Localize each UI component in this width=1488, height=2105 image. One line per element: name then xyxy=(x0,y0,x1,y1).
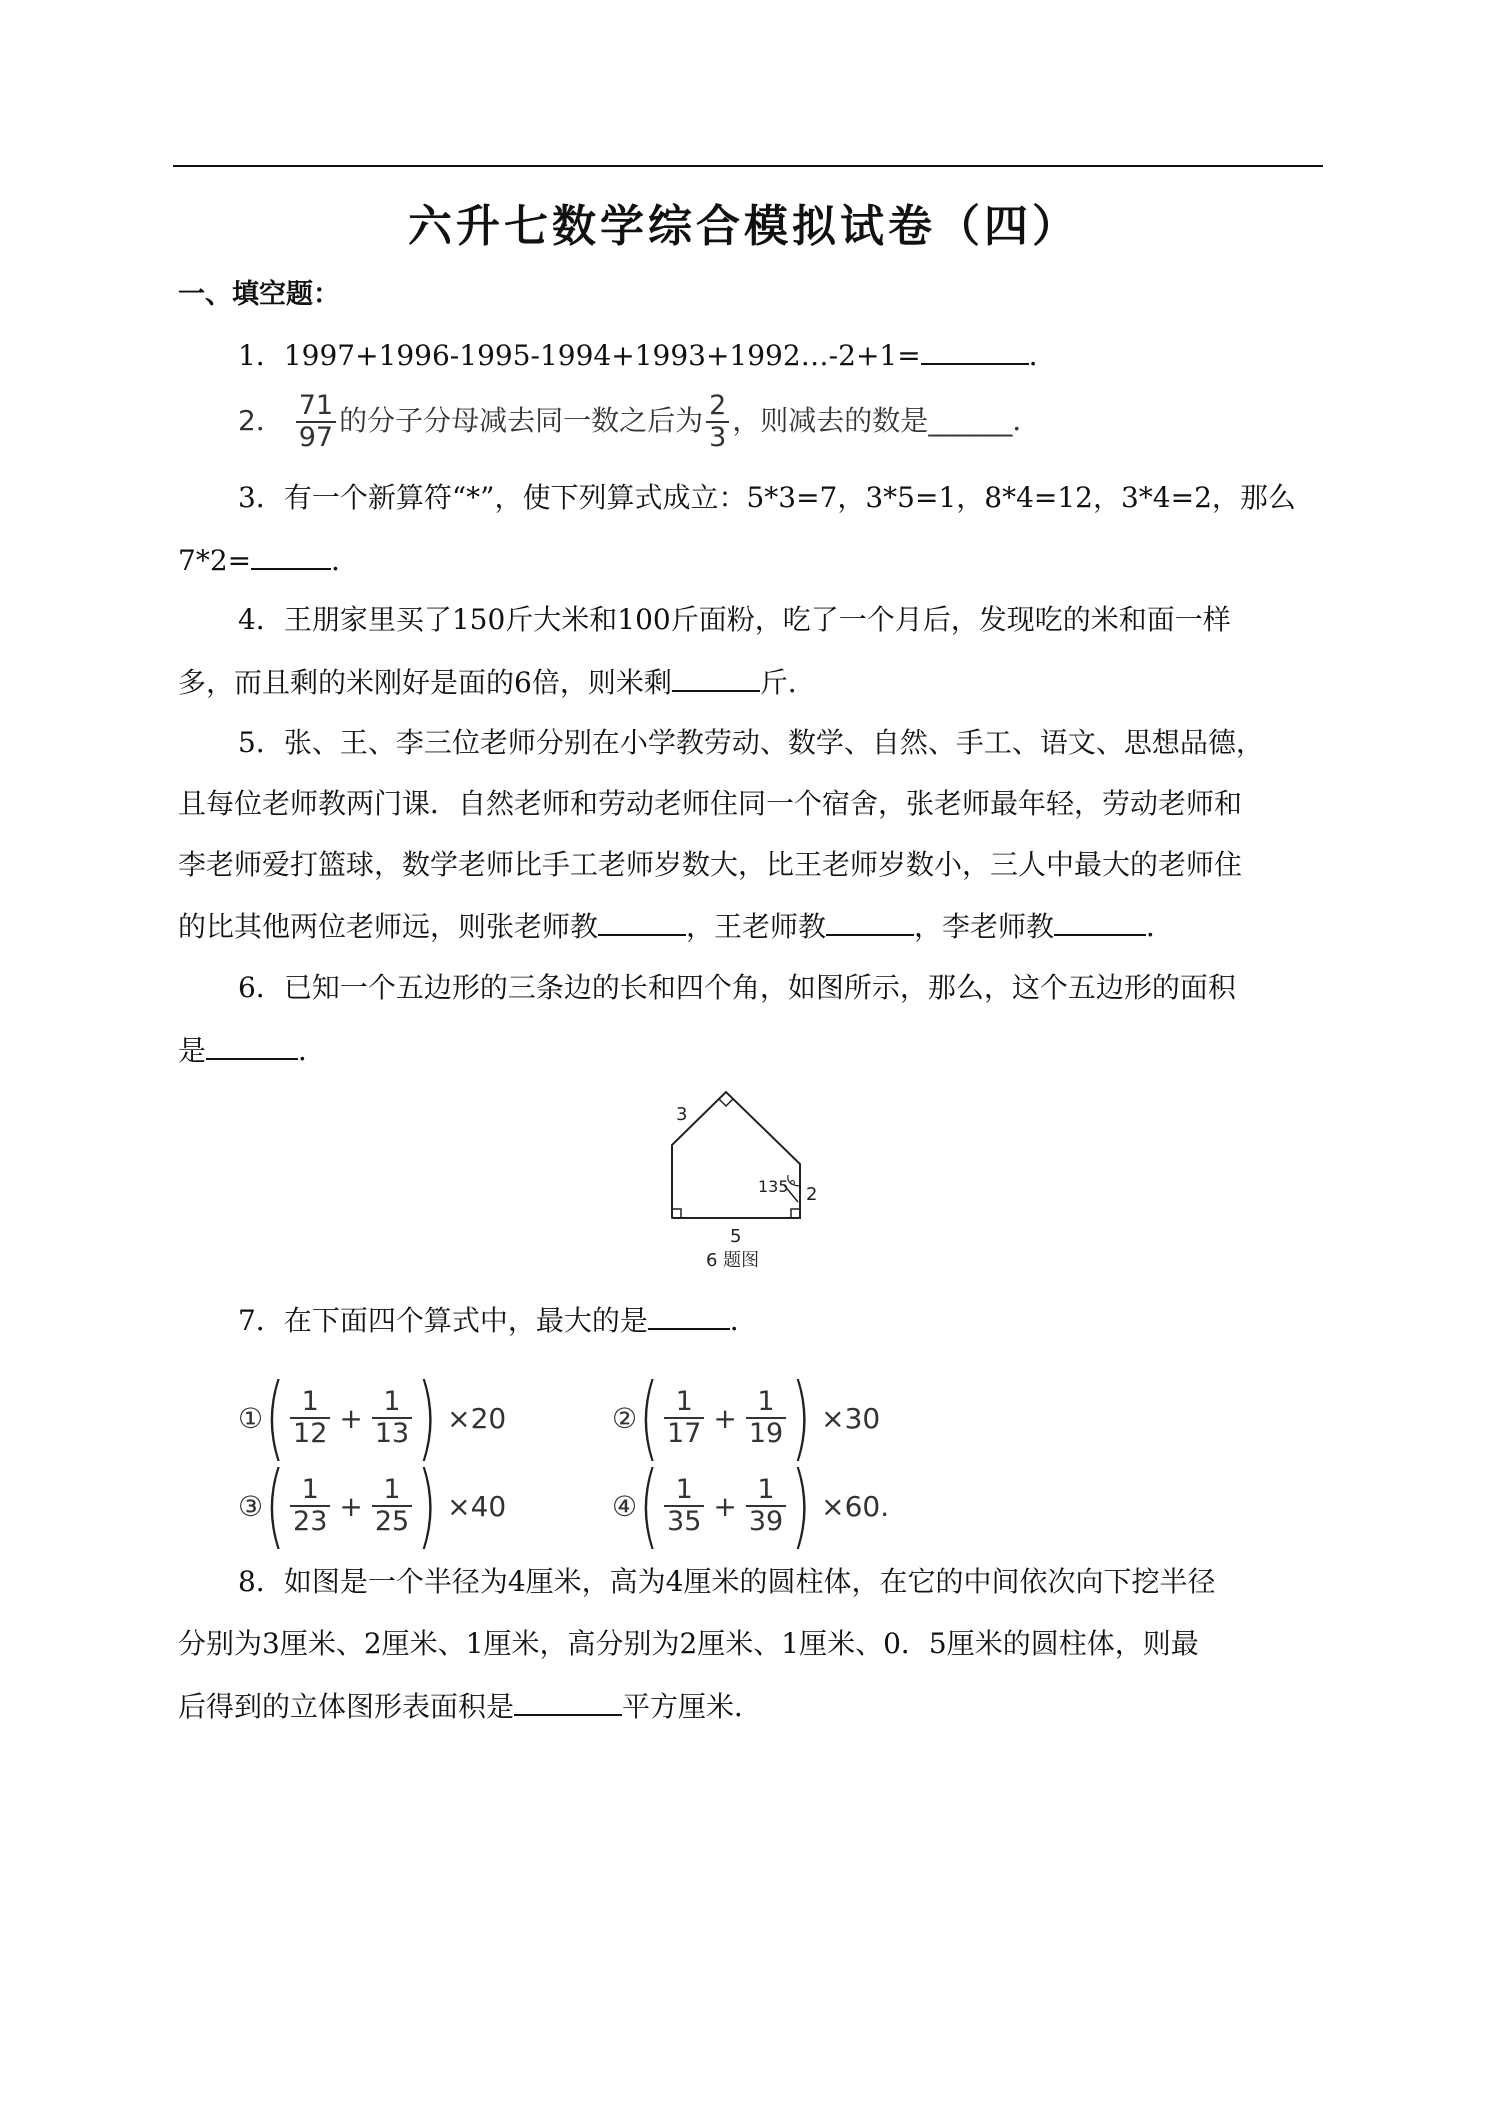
q5-answer-blank-li[interactable] xyxy=(1054,906,1146,936)
option-1-c: 1 xyxy=(383,1386,401,1417)
q6-end: ． xyxy=(298,1034,327,1067)
right-angle-mark xyxy=(719,1099,733,1106)
side-label-bottom: 5 xyxy=(730,1226,742,1247)
q6-answer-blank[interactable] xyxy=(206,1030,298,1060)
right-paren: ) xyxy=(791,1452,812,1559)
option-1-a: 1 xyxy=(301,1386,319,1417)
q2-answer-blank[interactable]: ______ xyxy=(928,404,1013,437)
times-sign: × xyxy=(821,1489,845,1523)
side-label-left: 3 xyxy=(676,1104,688,1125)
question-5-line-2: 且每位老师教两门课．自然老师和劳动老师住同一个宿舍，张老师最年轻，劳动老师和 xyxy=(178,787,1243,820)
question-5-line-1: 5．张、王、李三位老师分别在小学教劳动、数学、自然、手工、语文、思想品德， xyxy=(238,726,1264,759)
option-mark: ① xyxy=(238,1401,264,1435)
left-paren: ( xyxy=(265,1364,285,1471)
plus-sign: + xyxy=(339,1401,363,1435)
option-2-a: 1 xyxy=(675,1386,693,1417)
q1-end: ． xyxy=(1028,339,1057,372)
q7-end: ． xyxy=(729,1304,758,1337)
question-6-line-2 xyxy=(178,1030,326,1071)
q1-answer-blank[interactable] xyxy=(921,335,1029,365)
option-2-d: 19 xyxy=(748,1418,784,1449)
question-4-line-2 xyxy=(178,662,816,703)
option-2-multiplier: 30 xyxy=(844,1401,881,1435)
question-2 xyxy=(238,388,1040,454)
side-label-right: 2 xyxy=(806,1184,818,1205)
q3-end: ． xyxy=(331,544,360,577)
question-8-line-3 xyxy=(178,1686,762,1727)
left-paren: ( xyxy=(265,1452,285,1559)
times-sign: × xyxy=(447,1401,471,1435)
option-1 xyxy=(238,1364,507,1471)
q1-text: 1．1997+1996-1995-1994+1993+1992…-2+1= xyxy=(238,339,921,372)
q8-line3-text: 后得到的立体图形表面积是 xyxy=(178,1690,515,1723)
option-2-c: 1 xyxy=(757,1386,775,1417)
q2-number: 2． xyxy=(238,404,284,437)
q3-answer-blank[interactable] xyxy=(251,540,331,570)
plus-sign: + xyxy=(713,1401,737,1435)
q8-line3-end: 平方厘米． xyxy=(622,1690,763,1723)
question-5-line-4 xyxy=(178,906,1174,947)
q2-f1-denominator: 97 xyxy=(298,422,334,453)
option-mark: ② xyxy=(612,1401,638,1435)
option-4-d: 39 xyxy=(748,1506,784,1537)
q4-line2-text: 多，而且剩的米刚好是面的6倍，则米剩 xyxy=(178,666,672,699)
question-7 xyxy=(238,1300,758,1341)
question-8-line-1: 8．如图是一个半径为4厘米，高为4厘米的圆柱体，在它的中间依次向下挖半径 xyxy=(238,1565,1216,1598)
option-4-a: 1 xyxy=(675,1474,693,1505)
q5-answer-blank-zhang[interactable] xyxy=(598,906,686,936)
question-3-line-2 xyxy=(178,540,359,581)
q5-end: ． xyxy=(1146,910,1175,943)
question-3-line-1: 3．有一个新算符“*”，使下列算式成立：5*3=7，3*5=1，8*4=12，3*4=2，那么 xyxy=(238,481,1296,514)
q5-line4-text-c: ，李老师教 xyxy=(914,910,1055,943)
section-heading: 一、填空题： xyxy=(178,279,340,310)
question-6-line-1: 6．已知一个五边形的三条边的长和四个角，如图所示，那么，这个五边形的面积 xyxy=(238,971,1236,1004)
option-1-multiplier: 20 xyxy=(470,1401,507,1435)
q7-answer-blank[interactable] xyxy=(648,1300,730,1330)
right-angle-mark xyxy=(672,1209,681,1218)
figure-caption: 6 题图 xyxy=(706,1250,760,1271)
question-5-line-3: 李老师爱打篮球，数学老师比手工老师岁数大，比王老师岁数小，三人中最大的老师住 xyxy=(178,848,1243,881)
times-sign: × xyxy=(447,1489,471,1523)
question-4-line-1: 4．王朋家里买了150斤大米和100斤面粉，吃了一个月后，发现吃的米和面一样 xyxy=(238,603,1231,636)
question-1 xyxy=(238,335,1057,376)
q2-middle-text: 的分子分母减去同一数之后为 xyxy=(339,404,704,437)
top-rule xyxy=(173,165,1323,167)
plus-sign: + xyxy=(339,1489,363,1523)
left-paren: ( xyxy=(639,1452,659,1559)
left-paren: ( xyxy=(639,1364,659,1471)
q2-tail-text: ，则减去的数是 xyxy=(732,404,929,437)
q2-fraction-1 xyxy=(296,391,336,453)
pentagon-outline xyxy=(672,1092,800,1218)
times-sign: × xyxy=(821,1401,845,1435)
option-1-d: 13 xyxy=(374,1418,410,1449)
q7-text: 7．在下面四个算式中，最大的是 xyxy=(238,1304,648,1337)
option-3-multiplier: 40 xyxy=(470,1489,507,1523)
q5-answer-blank-wang[interactable] xyxy=(826,906,914,936)
q6-line2-text: 是 xyxy=(178,1034,207,1067)
question-8-line-2: 分别为3厘米、2厘米、1厘米，高分别为2厘米、1厘米、0．5厘米的圆柱体，则最 xyxy=(178,1627,1199,1660)
q2-fraction-2 xyxy=(706,391,729,453)
right-paren: ) xyxy=(417,1364,438,1471)
option-3-a: 1 xyxy=(301,1474,319,1505)
option-3-d: 25 xyxy=(374,1506,410,1537)
option-2 xyxy=(612,1364,881,1471)
right-angle-mark xyxy=(791,1209,800,1218)
q2-f1-numerator: 71 xyxy=(298,390,334,421)
right-paren: ) xyxy=(417,1452,438,1559)
q2-f2-numerator: 2 xyxy=(709,390,727,421)
angle-label: 135° xyxy=(758,1177,797,1196)
option-mark: ③ xyxy=(238,1489,264,1523)
option-4-c: 1 xyxy=(757,1474,775,1505)
q2-end: ． xyxy=(1012,404,1041,437)
q3-line2-text: 7*2= xyxy=(178,544,252,577)
option-3 xyxy=(238,1452,507,1559)
q2-f2-denominator: 3 xyxy=(709,422,727,453)
q8-answer-blank[interactable] xyxy=(514,1686,622,1716)
option-3-c: 1 xyxy=(383,1474,401,1505)
option-mark: ④ xyxy=(612,1489,638,1523)
option-4-b: 35 xyxy=(667,1506,702,1537)
plus-sign: + xyxy=(713,1489,737,1523)
option-2-b: 17 xyxy=(667,1418,702,1449)
pentagon-figure xyxy=(660,1080,840,1280)
option-3-b: 23 xyxy=(293,1506,328,1537)
right-paren: ) xyxy=(791,1364,812,1471)
q5-line4-text-b: ，王老师教 xyxy=(686,910,827,943)
option-4-multiplier: 60. xyxy=(844,1489,890,1523)
q4-line2-end: 斤． xyxy=(759,666,816,699)
option-1-b: 12 xyxy=(293,1418,328,1449)
option-4 xyxy=(612,1452,890,1559)
q4-answer-blank[interactable] xyxy=(672,662,760,692)
page-title: 六升七数学综合模拟试卷（四） xyxy=(408,201,1080,252)
q5-line4-text-a: 的比其他两位老师远，则张老师教 xyxy=(178,910,599,943)
